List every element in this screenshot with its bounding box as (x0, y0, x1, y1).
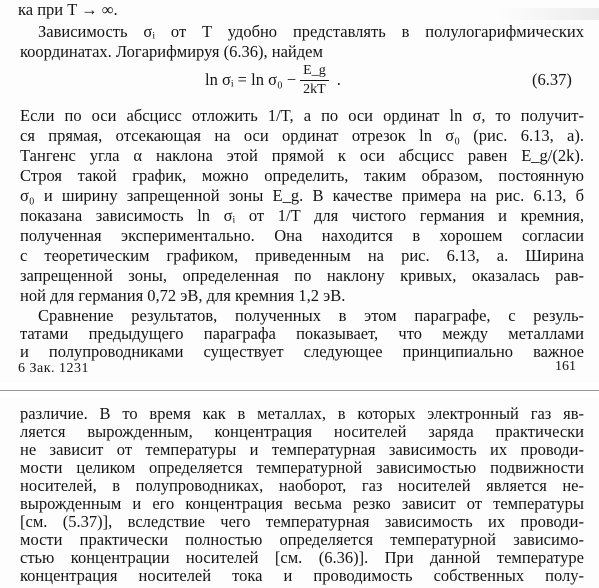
text-line: запрещенной зоны, определенная по наклону кривых, оказалась рав- (20, 266, 584, 285)
text-line: показана зависимость ln σᵢ от 1/T для чистого германия и кремния, (20, 206, 584, 225)
text-line: ной для германия 0,72 эВ, для кремния 1,2 эВ. (20, 286, 346, 305)
page-divider (0, 390, 599, 391)
page-signature: 6 Зак. 1231 (18, 361, 90, 376)
text-line: вырожденным и его концентрация весьма резко зависит от температуры (20, 494, 584, 513)
text-line: σ₀ и ширину запрещенной зоны E_g. В качестве примера на рис. 6.13, б (20, 186, 584, 205)
text-line: Зависимость σᵢ от T удобно представлять в полулогарифмических (38, 22, 584, 41)
fraction-denominator: 2kT (303, 81, 326, 97)
text-line: ся прямая, отсекающая на оси ординат отрезок ln σ₀ (рис. 6.13, а). (20, 126, 584, 145)
fraction-numerator: E_g (300, 63, 329, 81)
text-line: и полупроводниками существует следующее принципиально важное (20, 342, 584, 361)
text-line: [см. (5.37)], вследствие чего температурная зависимость их проводи- (20, 512, 584, 531)
formula-tail: . (336, 70, 341, 89)
page-number: 161 (555, 359, 576, 374)
text-line: ляется вырожденным, концентрация носителей заряда практически (20, 422, 584, 441)
text-line: Тангенс угла α наклона этой прямой к оси абсцисс равен E_g/(2k). (20, 146, 584, 165)
text-line: концентрация носителей тока и проводимость собственных полу- (20, 566, 584, 585)
text-line: мости целиком определяется температурной зависимостью подвижности (20, 458, 584, 477)
text-line: Сравнение результатов, полученных в этом параграфе, с резуль- (38, 306, 584, 325)
text-line: Если по оси абсцисс отложить 1/T, а по оси ординат ln σ, то получит- (20, 106, 584, 125)
text-line: Строя такой график, можно определить, таким образом, постоянную (20, 166, 584, 185)
text-line: ка при T → ∞. (18, 0, 118, 19)
text-line: различие. В то время как в металлах, в которых электронный газ яв- (20, 404, 584, 423)
text-line: мости практически полностью определяется температурной зависимо- (20, 530, 584, 549)
formula-lhs: ln σᵢ = ln σ₀ − (205, 70, 297, 89)
equation-number: (6.37) (532, 70, 572, 89)
text-line: татами предыдущего параграфа показывает, что между металлами (20, 324, 584, 343)
formula-6-37 (205, 58, 341, 102)
text-line: носителей, в полупроводниках, наоборот, газ носителей является не- (20, 476, 584, 495)
text-line: стью концентрации носителей [см. (6.36)]. При данной температуре (20, 548, 584, 567)
formula-fraction (300, 63, 329, 98)
text-line: полученная экспериментально. Она находится в хорошем согласии (20, 226, 584, 245)
text-line: с теоретическим графиком, приведенным на рис. 6.13, а. Ширина (20, 246, 584, 265)
text-line: координатах. Логарифмируя (6.36), найдем (20, 42, 323, 61)
page-bottom (0, 398, 599, 588)
text-line: не зависит от температуры и температурная зависимость их проводи- (20, 440, 584, 459)
